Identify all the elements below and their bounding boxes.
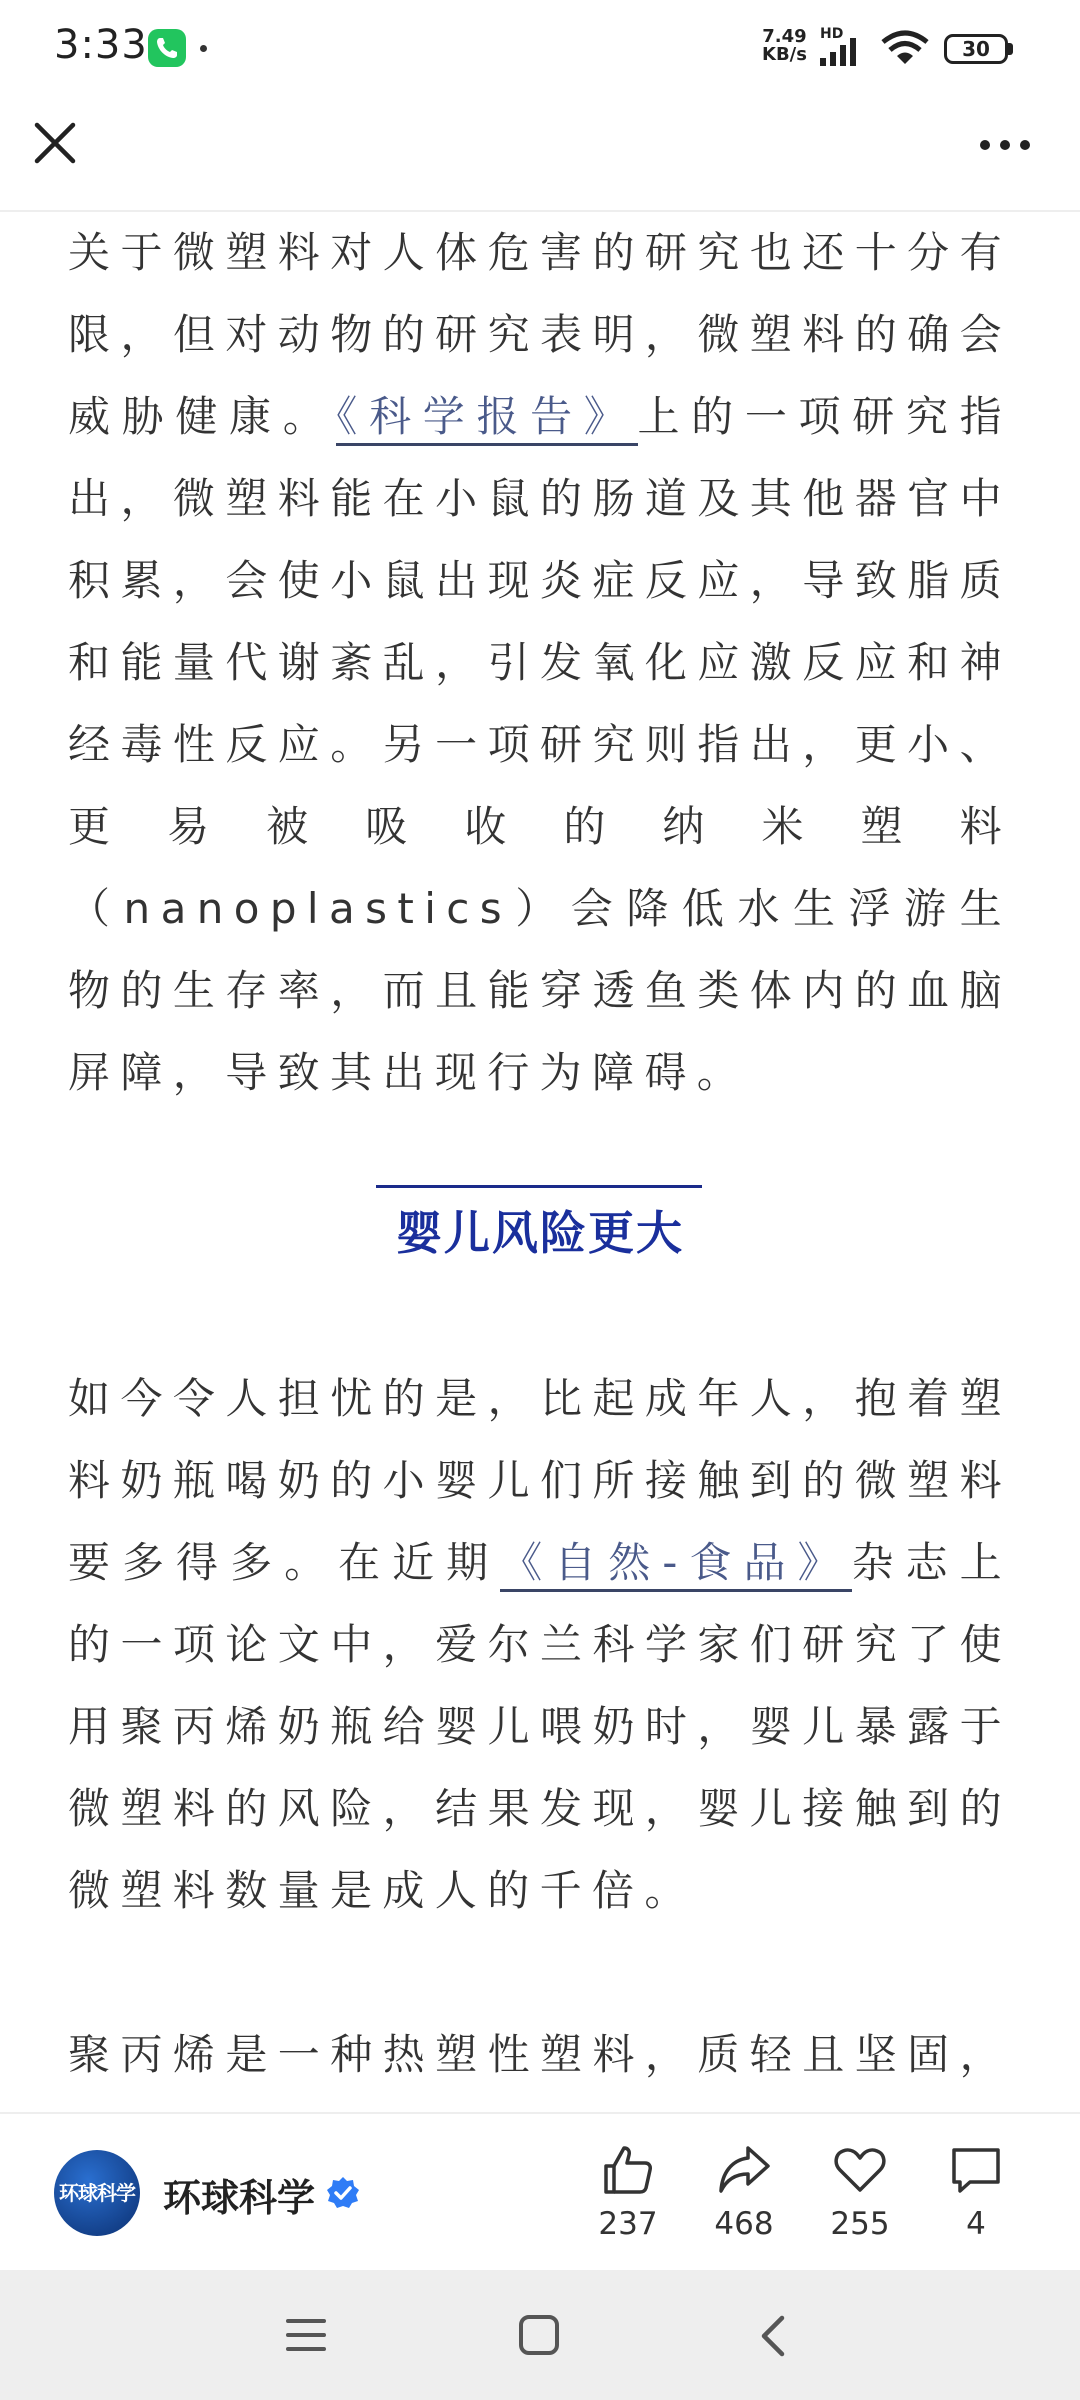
status-bar	[0, 0, 1080, 100]
share-arrow-icon	[716, 2142, 772, 2198]
comment-count: 4	[966, 2206, 986, 2242]
author-name[interactable]: 环球科学	[163, 2176, 316, 2220]
journal-link-nature-food[interactable]: 《自然-食品》	[500, 1538, 851, 1592]
battery-icon: 30	[944, 34, 1008, 64]
close-button[interactable]	[30, 118, 80, 168]
journal-link-scientific-reports[interactable]: 《科学报告》	[336, 392, 637, 446]
notification-dot-icon	[200, 45, 207, 52]
menu-recents-icon[interactable]	[285, 2315, 327, 2355]
like-button[interactable]	[578, 2142, 678, 2242]
favorite-button[interactable]	[810, 2142, 910, 2242]
more-options-button[interactable]	[975, 125, 1035, 165]
network-speed-value: 7.49	[762, 26, 807, 47]
section-heading: 婴儿风险更大	[396, 1206, 684, 1260]
share-count: 468	[714, 2206, 774, 2242]
paragraph-text: 上的一项研究指出，微塑料能在小鼠的肠道及其他器官中积累，会使小鼠出现炎症反应，导致脂质和能量代谢紊乱，引发氧化应激反应和神经毒性反应。另一项研究则指出，更小、更易被吸收的纳米塑料（nanoplastics）会降低水生浮游生物的生存率，而且能穿透鱼类体内的血脑屏障，导致其出现行为障碍。	[68, 392, 1012, 1097]
system-navigation-bar	[0, 2270, 1080, 2400]
close-icon	[30, 118, 80, 168]
like-count: 237	[598, 2206, 658, 2242]
author-action-bar	[0, 2112, 1080, 2272]
article-body	[68, 212, 1012, 2110]
thumbs-up-icon	[600, 2142, 656, 2198]
verified-badge-icon	[326, 2176, 360, 2210]
article-paragraph: 聚丙烯是一种热塑性塑料，质轻且坚固，	[68, 2030, 1012, 2079]
signal-icon	[820, 36, 870, 66]
home-square-icon[interactable]	[518, 2314, 560, 2356]
article-paragraph	[68, 1358, 1012, 1932]
paragraph-text: 关于微塑料对人体危害的研究也还十分有限，但对动物的研究表明，微塑料的确会威胁健康。	[68, 228, 1012, 441]
article-paragraph	[68, 212, 1012, 1114]
comment-bubble-icon	[948, 2142, 1004, 2198]
network-speed-unit: KB/s	[762, 44, 807, 65]
status-time: 3:33	[54, 22, 148, 68]
favorite-count: 255	[830, 2206, 890, 2242]
comment-button[interactable]	[926, 2142, 1026, 2242]
network-speed	[762, 28, 807, 64]
top-navigation	[0, 100, 1080, 212]
battery-tip	[1008, 43, 1013, 55]
phone-call-icon	[148, 29, 186, 67]
paragraph-text: 杂志上的一项论文中，爱尔兰科学家们研究了使用聚丙烯奶瓶给婴儿喂奶时，婴儿暴露于微塑料的风险，结果发现，婴儿接触到的微塑料数量是成人的千倍。	[68, 1538, 1012, 1915]
share-button[interactable]	[694, 2142, 794, 2242]
back-chevron-icon[interactable]	[756, 2314, 790, 2358]
hd-label: HD	[820, 26, 844, 42]
section-heading-rule	[376, 1185, 702, 1188]
author-avatar[interactable]: 环球科学	[54, 2150, 140, 2236]
more-dots-icon	[975, 125, 1035, 165]
heart-icon	[832, 2142, 888, 2198]
wifi-icon	[880, 30, 930, 66]
paragraph-text: 如今令人担忧的是，比起成年人，抱着塑料奶瓶喝奶的小婴儿们所接触到的微塑料要多得多。在近期	[68, 1374, 1012, 1587]
